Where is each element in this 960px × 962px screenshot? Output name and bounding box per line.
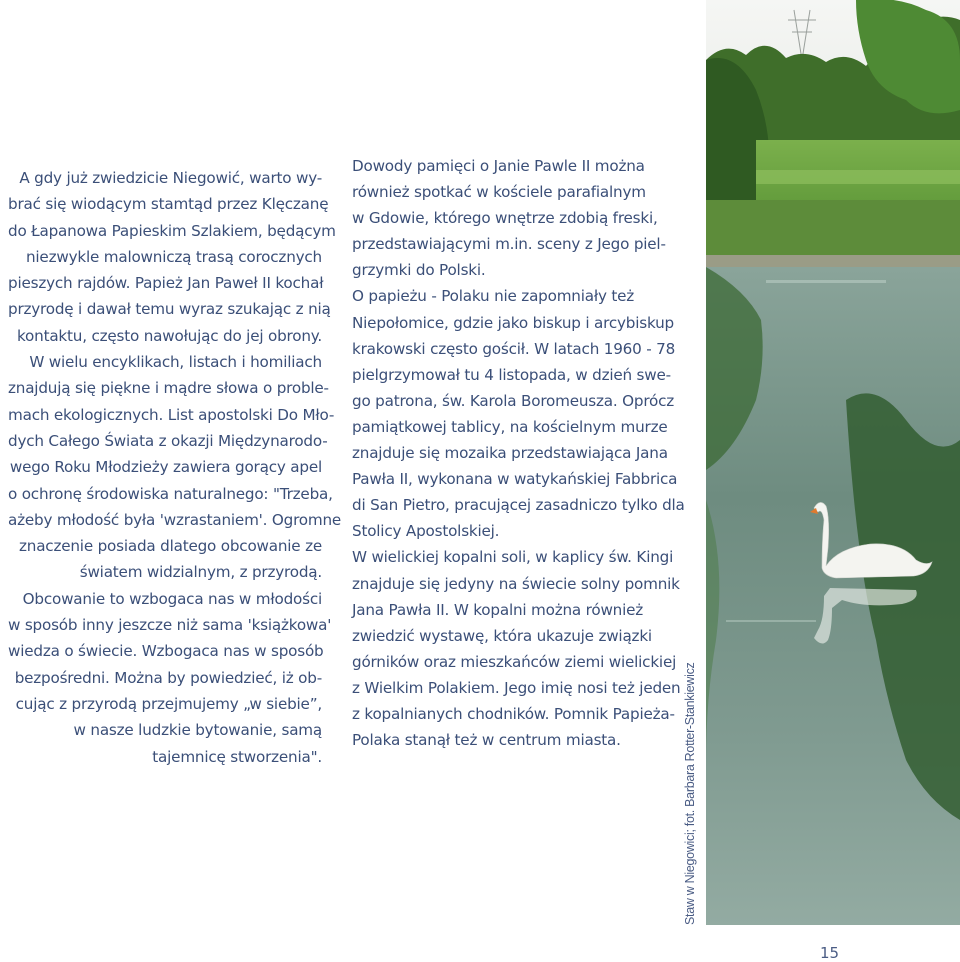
text-line: Stolicy Apostolskiej. xyxy=(352,522,500,541)
text-line: niezwykle malowniczą trasą corocznych xyxy=(25,247,322,266)
text-line: również spotkać w kościele parafialnym xyxy=(352,183,646,202)
text-line: górników oraz mieszkańców ziemi wielickiej xyxy=(352,652,677,671)
pond-swan-photo xyxy=(706,0,960,925)
text-line: pieszych rajdów. Papież Jan Paweł II kochał xyxy=(8,274,324,293)
text-line: W wielickiej kopalni soli, w kaplicy św. Kingi xyxy=(352,548,674,567)
text-line: znaczenie posiada dlatego obcowanie ze xyxy=(19,537,322,556)
text-line: Polaka stanął też w centrum miasta. xyxy=(352,731,621,750)
text-line: o ochronę środowiska naturalnego: "Trzeba, xyxy=(8,484,333,503)
text-line: Niepołomice, gdzie jako biskup i arcybiskup xyxy=(352,313,674,332)
text-line: W wielu encyklikach, listach i homiliach xyxy=(29,353,322,372)
text-line: A gdy już zwiedzicie Niegowić, warto wy- xyxy=(19,169,322,187)
text-line: pamiątkowej tablicy, na kościelnym murze xyxy=(352,417,668,436)
text-line: krakowski często gościł. W latach 1960 - 78 xyxy=(352,339,676,358)
text-line: go patrona, św. Karola Boromeusza. Oprócz xyxy=(352,391,675,410)
text-line: Pawła II, wykonana w watykańskiej Fabbrica xyxy=(352,470,678,489)
text-line: ażeby młodość była 'wzrastaniem'. Ogromne xyxy=(8,510,342,529)
text-line: cując z przyrodą przejmujemy „w siebie”, xyxy=(15,694,322,713)
text-line: znajduje się jedyny na świecie solny pomnik xyxy=(352,574,680,593)
middle-text-column xyxy=(352,153,685,753)
text-line: grzymki do Polski. xyxy=(352,261,486,280)
text-line: mach ekologicznych. List apostolski Do Mło- xyxy=(8,405,335,424)
text-line: przyrodę i dawał temu wyraz szukając z nią xyxy=(8,300,331,319)
text-line: wego Roku Młodzieży zawiera gorący apel xyxy=(9,458,322,477)
text-line: O papieżu - Polaku nie zapomniały też xyxy=(352,287,635,306)
text-line: kontaktu, często nawołując do jej obrony. xyxy=(17,326,322,345)
text-line: światem widzialnym, z przyrodą. xyxy=(79,563,322,582)
text-line: pielgrzymował tu 4 listopada, w dzień swe- xyxy=(352,365,671,384)
text-line: Jana Pawła II. W kopalni można również xyxy=(352,600,644,619)
text-line: bezpośredni. Można by powiedzieć, iż ob- xyxy=(14,668,322,687)
text-line: w sposób inny jeszcze niż sama 'książkowa' xyxy=(8,616,332,635)
text-line: di San Pietro, pracującej zasadniczo tylko dla xyxy=(352,496,685,515)
text-line: w Gdowie, którego wnętrze zdobią freski, xyxy=(352,209,658,228)
text-line: znajdują się piękne i mądre słowa o proble- xyxy=(8,379,329,398)
text-line: z Wielkim Polakiem. Jego imię nosi też jeden xyxy=(352,678,681,697)
text-line: tajemnicę stworzenia". xyxy=(152,747,322,766)
text-line: do Łapanowa Papieskim Szlakiem, będącym xyxy=(8,221,336,240)
page-number: 15 xyxy=(820,944,840,962)
text-line: zwiedzić wystawę, która ukazuje związki xyxy=(352,626,652,645)
text-line: dych Całego Świata z okazji Międzynarodo- xyxy=(8,431,328,450)
text-line: brać się wiodącym stamtąd przez Klęczanę xyxy=(8,195,329,214)
text-line: wiedza o świecie. Wzbogaca nas w sposób xyxy=(8,642,324,661)
text-line: Dowody pamięci o Janie Pawle II można xyxy=(352,157,645,175)
left-text-column xyxy=(8,165,342,770)
text-line: Obcowanie to wzbogaca nas w młodości xyxy=(22,589,322,608)
text-line: z kopalnianych chodników. Pomnik Papieża- xyxy=(352,704,675,723)
text-line: znajduje się mozaika przedstawiająca Jana xyxy=(352,444,668,463)
photo-caption: Staw w Niegowici; fot. Barbara Rotter-Stankiewicz xyxy=(683,662,697,925)
text-line: przedstawiającymi m.in. sceny z Jego piel- xyxy=(352,235,666,254)
text-line: w nasze ludzkie bytowanie, samą xyxy=(73,721,322,740)
